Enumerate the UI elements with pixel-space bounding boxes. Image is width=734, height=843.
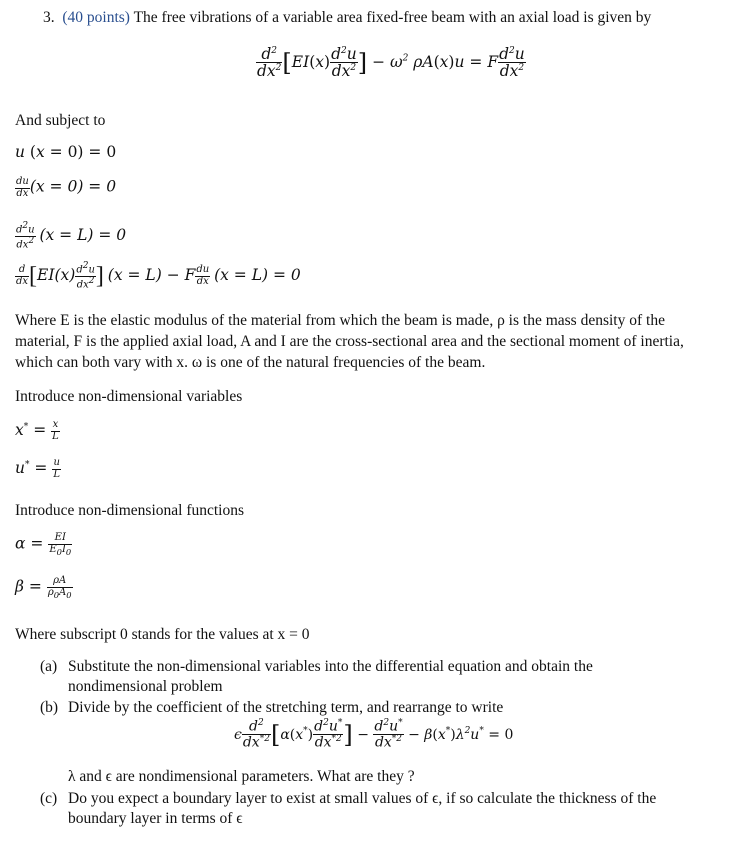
part-a: (a) Substitute the non-dimensional variables into the differential equation and obtain the nondimensional problem [40, 658, 593, 695]
part-b: (b) Divide by the coefficient of the stretching term, and rearrange to write [40, 699, 504, 716]
x-star-def: x* = $\frac{x}{L}$ [15, 419, 59, 442]
part-b-after: λ and ϵ are nondimensional parameters. What are they ? [68, 768, 415, 785]
problem-header [43, 9, 651, 27]
problem-number: 3. [43, 9, 55, 26]
subscript-note: Where subscript 0 stands for the values at x = 0 [15, 626, 310, 643]
part-b-equation: ϵ $\frac{d^2}{dx^{*2}}$ [α(x*) $\frac{d^2u^*}{dx^{*2}}$ ] − $\frac{d^2u^*}{dx^{*2}}$ − $\beta(x^*)\lambda^2u^* = 0$ [234, 718, 514, 751]
beta-def: β = $\frac{\rho A}{\rho_0A_0}$ [15, 575, 72, 600]
bc-1: u (x = 0) = 0 [15, 143, 117, 161]
bc-4: $\frac{d}{dx}$ [EI(x) $\frac{d^2u}{dx^2}$ ] (x = L) − F $\frac{du}{dx}$ (x = L) = 0 [16, 261, 301, 291]
problem-points: (40 points) [62, 9, 130, 26]
problem-statement: The free vibrations of a variable area fixed-free beam with an axial load is given by [133, 9, 652, 26]
alpha-def: α = $\frac{EI}{E_0I_0}$ [15, 532, 72, 557]
intro-variables-text: Introduce non-dimensional variables [15, 388, 243, 405]
bc-3: $\frac{d^2u}{dx^2}$ (x = L) = 0 [16, 221, 127, 251]
u-star-def: u* = $\frac{u}{L}$ [15, 457, 60, 480]
where-definitions: Where E is the elastic modulus of the material from which the beam is made, ρ is the mass density of the material, F is the applied axial load, A and I are the cross-sectional area and the sectional moment of inertia, which can both vary with x. ω is one of the natural frequencies of the beam. [15, 312, 684, 371]
bc-2: $\frac{du}{dx}$ (x = 0) = 0 [16, 176, 117, 199]
subject-to-text: And subject to [15, 112, 106, 129]
intro-functions-text: Introduce non-dimensional functions [15, 502, 245, 519]
main-equation: $\frac{d^2}{dx^2}$ [EI(x) $\frac{d^2u}{dx^2}$ ] − $\omega^2$ ρA(x)u = F $\frac{d^2u}{dx^2}$ [257, 45, 525, 81]
part-c: (c) Do you expect a boundary layer to exist at small values of ϵ, if so calculate the thickness of the boundary layer in terms of ϵ [40, 790, 657, 827]
